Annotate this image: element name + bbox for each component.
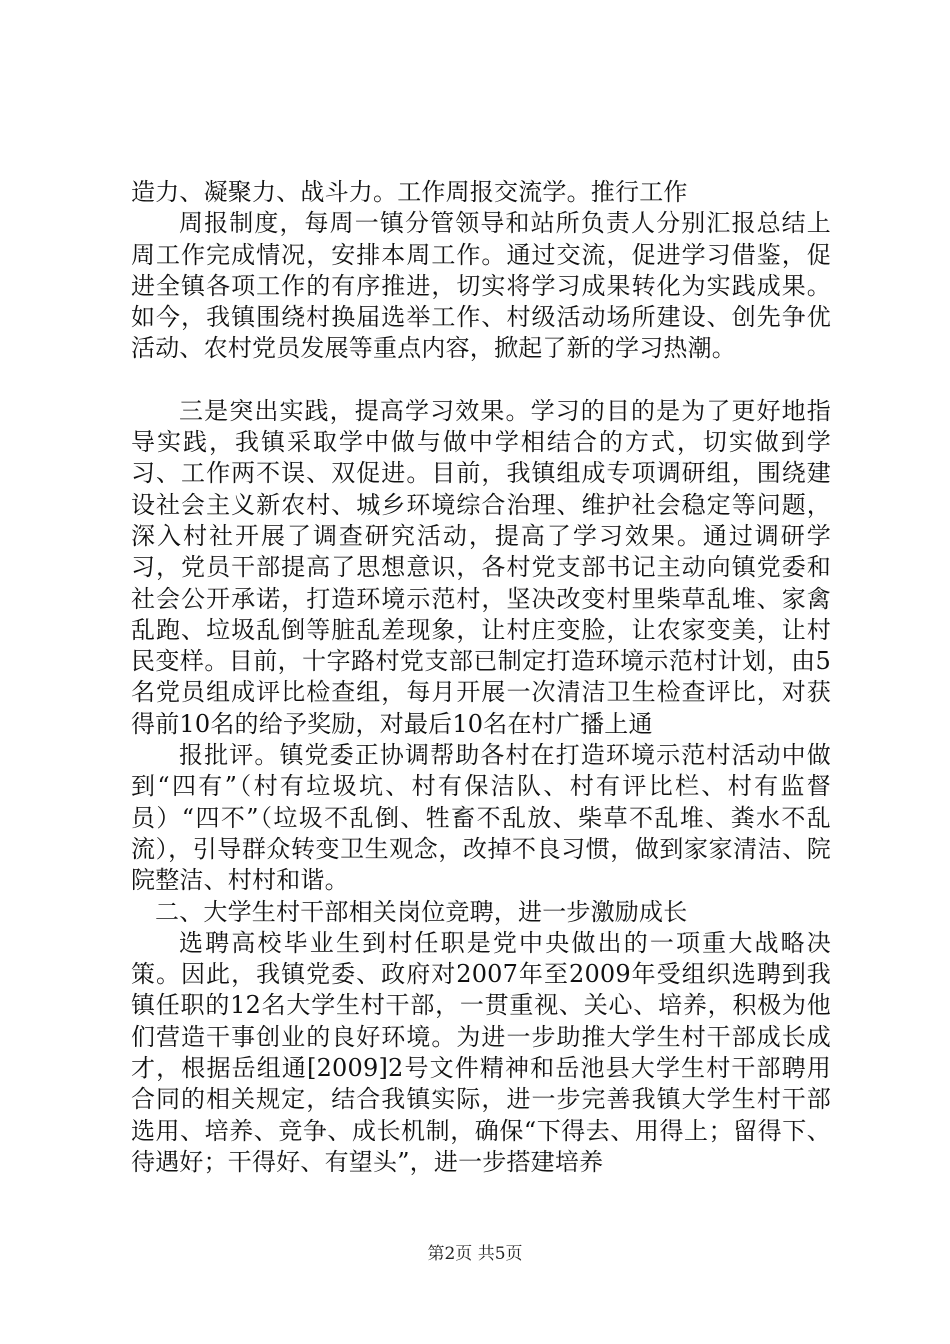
paragraph-criticism: 报批评。镇党委正协调帮助各村在打造环境示范村活动中做到“四有”（村有垃圾坑、村有保洁队、村有评比栏、村有监督员）“四不”（垃圾不乱倒、牲畜不乱放、柴草不乱堆、粪水不乱流），引导群众转变卫生观念，改掉不良习惯，做到家家清洁、院院整洁、村村和谐。 xyxy=(131,741,831,895)
paragraph-spacer xyxy=(131,365,831,396)
paragraph-weekly-report: 周报制度，每周一镇分管领导和站所负责人分别汇报总结上周工作完成情况，安排本周工作。通过交流，促进学习借鉴，促进全镇各项工作的有序推进，切实将学习成果转化为实践成果。如今，我镇围绕村换届选举工作、村级活动场所建设、创先争优活动、农村党员发展等重点内容，掀起了新的学习热潮。 xyxy=(131,209,831,363)
paragraph-continuation: 造力、凝聚力、战斗力。工作周报交流学。推行工作 xyxy=(131,178,688,206)
section-heading: 二、大学生村干部相关岗位竞聘，进一步激励成长 xyxy=(155,897,688,926)
paragraph-village-officials: 选聘高校毕业生到村任职是党中央做出的一项重大战略决策。因此，我镇党委、政府对2007年至2009年受组织选聘到我镇任职的12名大学生村干部，一贯重视、关心、培养，积极为他们营造干事创业的良好环境。为进一步助推大学生村干部成长成才，根据岳组通[2009]2号文件精神和岳池县大学生村干部聘用合同的相关规定，结合我镇实际，进一步完善我镇大学生村干部选用、培养、竞争、成长机制，确保“下得去、用得上；留得下、待遇好；干得好、有望头”，进一步搭建培养 xyxy=(131,928,831,1176)
paragraph-practice: 三是突出实践，提高学习效果。学习的目的是为了更好地指导实践，我镇采取学中做与做中学相结合的方式，切实做到学习、工作两不误、双促进。目前，我镇组成专项调研组，围绕建设社会主义新农村、城乡环境综合治理、维护社会稳定等问题，深入村社开展了调查研究活动，提高了学习效果。通过调研学习，党员干部提高了思想意识，各村党支部书记主动向镇党委和社会公开承诺，打造环境示范村，坚决改变村里柴草乱堆、家禽乱跑、垃圾乱倒等脏乱差现象，让村庄变脸，让农家变美，让村民变样。目前，十字路村党支部已制定打造环境示范村计划，由5名党员组成评比检查组，每月开展一次清洁卫生检查评比，对获得前10名的给予奖励，对最后10名在村广播上通 xyxy=(131,396,831,738)
document-body xyxy=(131,177,831,1178)
page-number-footer: 第2页 共5页 xyxy=(427,1244,523,1264)
